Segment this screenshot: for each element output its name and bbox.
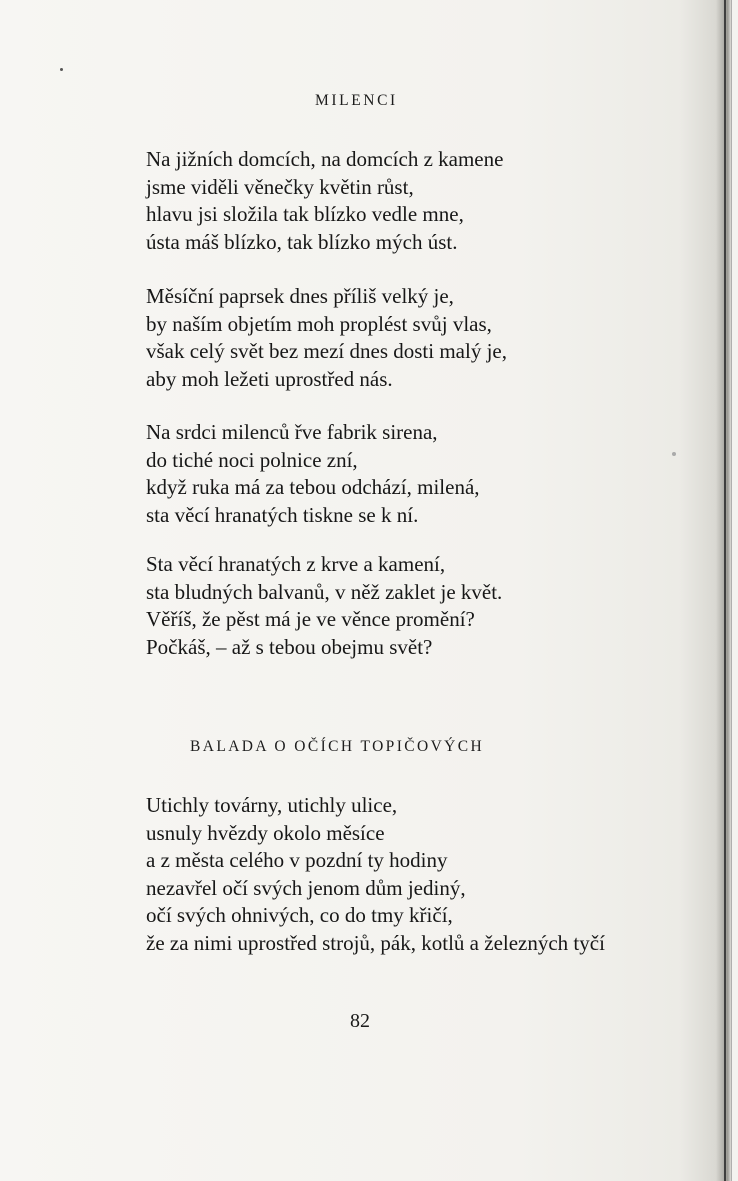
verse-line: jsme viděli věnečky květin růst, [146,174,414,199]
verse-line: Utichly továrny, utichly ulice, [146,793,398,817]
poem1-stanza-2 [146,283,507,393]
verse-line: sta bludných balvanů, v něž zaklet je květ. [146,579,503,604]
poem1-stanza-1 [146,146,503,256]
verse-line: hlavu jsi složila tak blízko vedle mne, [146,202,464,226]
verse-line: do tiché noci polnice zní, [146,447,358,472]
page-number: 82 [350,1010,370,1032]
page-edge-line [731,0,732,1181]
verse-line: a z města celého v pozdní ty hodiny [146,848,448,872]
verse-line: Na srdci milenců řve fabrik sirena, [146,420,438,444]
page-edge-shadow [724,0,726,1181]
verse-line: Věříš, že pěst má je ve věnce promění? [146,607,475,631]
poem1-stanza-4 [146,551,502,661]
poem-title-balada: BALADA O OČÍCH TOPIČOVÝCH [190,738,485,755]
poem-title-milenci: MILENCI [315,92,398,109]
verse-line: očí svých ohnivých, co do tmy křičí, [146,903,453,927]
verse-line: Měsíční paprsek dnes příliš velký je, [146,284,454,308]
poem1-stanza-3 [146,419,480,529]
verse-line: by naším objetím moh proplést svůj vlas, [146,311,492,336]
verse-line: sta věcí hranatých tiskne se k ní. [146,502,419,527]
paper-speck [60,68,63,71]
verse-line: usnuly hvězdy okolo měsíce [146,820,385,845]
verse-line: aby moh ležeti uprostřed nás. [146,366,393,391]
verse-line: Sta věcí hranatých z krve a kamení, [146,552,446,576]
verse-line: však celý svět bez mezí dnes dosti malý je, [146,339,507,363]
paper-speck [672,452,676,456]
verse-line: když ruka má za tebou odchází, milená, [146,475,480,499]
verse-line: Počkáš, – až s tebou obejmu svět? [146,634,433,659]
poem2-stanza-1 [146,792,605,957]
verse-line: Na jižních domcích, na domcích z kamene [146,147,504,171]
verse-line: že za nimi uprostřed strojů, pák, kotlů a železných tyčí [146,930,605,955]
verse-line: ústa máš blízko, tak blízko mých úst. [146,229,458,254]
verse-line: nezavřel očí svých jenom dům jediný, [146,875,466,900]
